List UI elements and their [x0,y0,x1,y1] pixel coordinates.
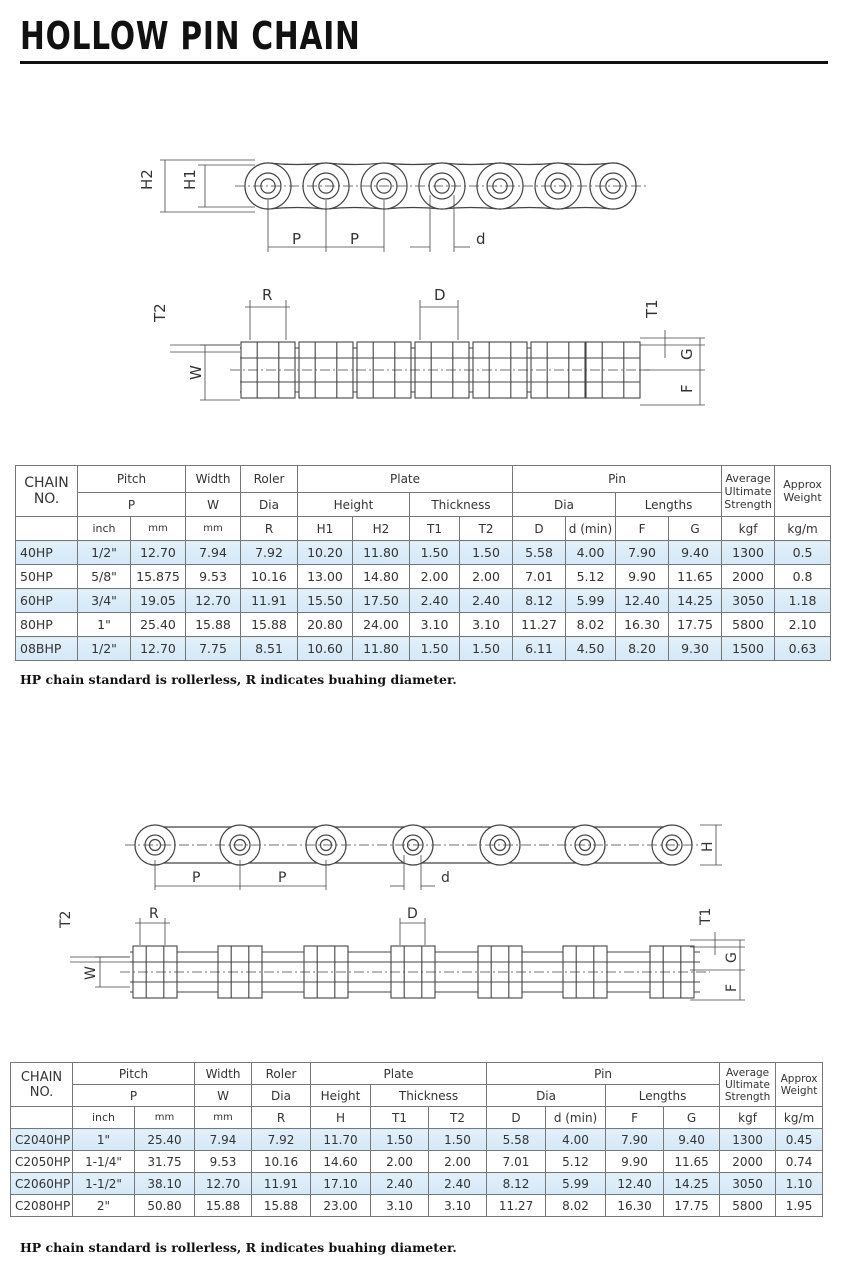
table-cell: 9.40 [664,1129,720,1151]
label-t2: T2 [151,303,169,322]
header-mm: mm [131,517,186,541]
table-cell: 3.10 [429,1195,487,1217]
header-w: W [195,1085,252,1107]
page-title: HOLLOW PIN CHAIN [20,14,361,58]
header-w: W [186,493,241,517]
header-w-mm: mm [186,517,241,541]
table-cell: 19.05 [131,589,186,613]
table-cell: 14.80 [353,565,410,589]
header-D: D [513,517,566,541]
header-plate: Plate [298,466,513,493]
header-lengths: Lengths [606,1085,720,1107]
table-cell: 10.16 [252,1151,311,1173]
diagram2-top-view [0,805,850,895]
table-cell: 16.30 [616,613,669,637]
header-lengths: Lengths [616,493,722,517]
table-cell: 2" [73,1195,135,1217]
table-cell: 1-1/4" [73,1151,135,1173]
header-p: P [73,1085,195,1107]
header-f: F [606,1107,664,1129]
table-cell: 5/8" [78,565,131,589]
table-cell: 11.91 [252,1173,311,1195]
table-cell: 9.30 [669,637,722,661]
table-cell: 7.94 [195,1129,252,1151]
table-cell: 14.60 [311,1151,371,1173]
table-cell: 17.75 [664,1195,720,1217]
table-cell: 2.40 [460,589,513,613]
header-r: R [241,517,298,541]
header-d-min: d (min) [566,517,616,541]
table-cell: 16.30 [606,1195,664,1217]
header-blank [16,517,78,541]
table-cell: 24.00 [353,613,410,637]
table-cell: 5.12 [566,565,616,589]
table-cell: 10.20 [298,541,353,565]
table-cell: 1.95 [776,1195,823,1217]
label-p: P [278,870,287,886]
table-cell: 1-1/2" [73,1173,135,1195]
table-cell: 0.5 [775,541,831,565]
header-kgm: kg/m [776,1107,823,1129]
header-h1: H1 [298,517,353,541]
table-cell: 3050 [720,1173,776,1195]
table-cell: 3/4" [78,589,131,613]
table-cell: 1.18 [775,589,831,613]
table-cell: 7.92 [252,1129,311,1151]
table-cell: 7.90 [616,541,669,565]
header-h: H [311,1107,371,1129]
header-blank [11,1107,73,1129]
table-cell: 7.01 [513,565,566,589]
chain-no-cell: C2050HP [11,1151,73,1173]
table-cell: 0.74 [776,1151,823,1173]
header-t1: T1 [371,1107,429,1129]
table-cell: 2.40 [410,589,460,613]
table-row [16,589,831,613]
header-kgm: kg/m [775,517,831,541]
table-cell: 11.65 [664,1151,720,1173]
table-cell: 5.12 [546,1151,606,1173]
table-cell: 1.50 [460,637,513,661]
table-cell: 1.50 [429,1129,487,1151]
header-D: D [487,1107,546,1129]
header-pin: Pin [513,466,722,493]
header-pitch: Pitch [78,466,186,493]
chain-no-cell: 50HP [16,565,78,589]
header-p: P [78,493,186,517]
table-cell: 11.91 [241,589,298,613]
table-cell: 4.00 [566,541,616,565]
table-cell: 8.20 [616,637,669,661]
label-p: P [292,230,302,248]
label-t2: T2 [58,910,74,928]
header-kgf: kgf [720,1107,776,1129]
label-w: W [187,365,205,380]
diagram1-side-view [0,280,850,415]
chain-no-cell: C2060HP [11,1173,73,1195]
table-cell: 15.88 [186,613,241,637]
table-cell: 1.50 [410,541,460,565]
label-r: R [262,286,273,304]
double-pitch-hollow-pin-chain-spec-table [10,1062,823,1217]
table-cell: 9.40 [669,541,722,565]
label-d: d [476,230,486,248]
header-f: F [616,517,669,541]
table-cell: 12.70 [131,541,186,565]
table-cell: 0.8 [775,565,831,589]
table-cell: 31.75 [135,1151,195,1173]
table-row [16,541,831,565]
table-cell: 38.10 [135,1173,195,1195]
table-cell: 11.70 [311,1129,371,1151]
hollow-pin-chain-spec-table [15,465,831,661]
table-cell: 7.01 [487,1151,546,1173]
table-cell: 4.00 [546,1129,606,1151]
table-cell: 11.27 [513,613,566,637]
header-height: Height [311,1085,371,1107]
table-cell: 17.10 [311,1173,371,1195]
table-cell: 6.11 [513,637,566,661]
table-cell: 2.40 [371,1173,429,1195]
label-t1: T1 [643,299,661,318]
header-strength: Average Ultimate Strength [720,1063,776,1107]
table-cell: 7.90 [606,1129,664,1151]
header-weight: Approx Weight [776,1063,823,1107]
table-cell: 2000 [722,565,775,589]
table-cell: 10.60 [298,637,353,661]
table-cell: 8.12 [487,1173,546,1195]
header-mm: mm [135,1107,195,1129]
table-cell: 15.88 [241,613,298,637]
table-cell: 5800 [722,613,775,637]
table-cell: 15.50 [298,589,353,613]
chain-no-cell: 80HP [16,613,78,637]
table-row [16,565,831,589]
table-row [11,1151,823,1173]
label-w: W [83,966,99,980]
header-roller: Roler [252,1063,311,1085]
table-cell: 1.50 [371,1129,429,1151]
header-g: G [664,1107,720,1129]
table-cell: 0.63 [775,637,831,661]
header-w-mm: mm [195,1107,252,1129]
header-pin-dia: Dia [487,1085,606,1107]
table-cell: 12.70 [131,637,186,661]
label-h2: H2 [138,169,156,190]
table-cell: 15.88 [252,1195,311,1217]
header-r: R [252,1107,311,1129]
label-p: P [192,870,201,886]
header-width: Width [195,1063,252,1085]
label-f: F [724,983,740,992]
header-thickness: Thickness [371,1085,487,1107]
label-r: R [149,906,159,922]
header-dia: Dia [252,1085,311,1107]
table-cell: 11.27 [487,1195,546,1217]
header-inch: inch [78,517,131,541]
table-cell: 4.50 [566,637,616,661]
table-cell: 14.25 [669,589,722,613]
title-rule [20,61,828,64]
table-cell: 25.40 [135,1129,195,1151]
header-inch: inch [73,1107,135,1129]
table-cell: 5.99 [546,1173,606,1195]
label-p: P [350,230,360,248]
table-cell: 2000 [720,1151,776,1173]
label-d: d [441,870,450,886]
table-cell: 9.53 [186,565,241,589]
table1-note: HP chain standard is rollerless, R indicates buahing diameter. [20,672,457,687]
table-cell: 1500 [722,637,775,661]
table-cell: 3.10 [410,613,460,637]
table-row [11,1195,823,1217]
table-cell: 11.65 [669,565,722,589]
table-cell: 7.92 [241,541,298,565]
table-cell: 2.40 [429,1173,487,1195]
header-weight: Approx Weight [775,466,831,517]
table-cell: 8.02 [546,1195,606,1217]
label-D: D [407,906,418,922]
table-cell: 8.02 [566,613,616,637]
table-cell: 14.25 [664,1173,720,1195]
table-cell: 13.00 [298,565,353,589]
table-cell: 5.99 [566,589,616,613]
table-cell: 12.40 [606,1173,664,1195]
table-cell: 8.12 [513,589,566,613]
table-cell: 3.10 [460,613,513,637]
table-cell: 3.10 [371,1195,429,1217]
header-plate: Plate [311,1063,487,1085]
chain-no-cell: 60HP [16,589,78,613]
chain-no-cell: 40HP [16,541,78,565]
header-strength: Average Ultimate Strength [722,466,775,517]
table-cell: 12.70 [186,589,241,613]
table-cell: 10.16 [241,565,298,589]
header-dia: Dia [241,493,298,517]
table-cell: 1300 [722,541,775,565]
chain-no-cell: C2040HP [11,1129,73,1151]
table-cell: 1300 [720,1129,776,1151]
chain-no-cell: 08BHP [16,637,78,661]
label-h: H [700,841,716,852]
table-cell: 1.10 [776,1173,823,1195]
header-t2: T2 [460,517,513,541]
table-cell: 2.10 [775,613,831,637]
table-cell: 7.94 [186,541,241,565]
table-cell: 9.53 [195,1151,252,1173]
table-cell: 50.80 [135,1195,195,1217]
table-cell: 12.70 [195,1173,252,1195]
table-cell: 15.88 [195,1195,252,1217]
table-cell: 2.00 [410,565,460,589]
table-cell: 17.50 [353,589,410,613]
table-cell: 20.80 [298,613,353,637]
table-row [11,1173,823,1195]
header-t1: T1 [410,517,460,541]
header-h2: H2 [353,517,410,541]
diagram1-top-view [0,140,850,265]
table-cell: 7.75 [186,637,241,661]
chain-no-cell: C2080HP [11,1195,73,1217]
label-f: F [678,384,696,393]
label-t1: T1 [698,907,714,925]
table-cell: 25.40 [131,613,186,637]
table-cell: 1/2" [78,637,131,661]
table2-note: HP chain standard is rollerless, R indicates buahing diameter. [20,1240,457,1255]
header-chain-no: CHAIN NO. [11,1063,73,1107]
diagram2-side-view [0,900,850,1010]
label-g: G [724,952,740,963]
table-cell: 1/2" [78,541,131,565]
table-row [11,1129,823,1151]
header-t2: T2 [429,1107,487,1129]
header-chain-no: CHAIN NO. [16,466,78,517]
header-pin-dia: Dia [513,493,616,517]
table-cell: 15.875 [131,565,186,589]
table-cell: 17.75 [669,613,722,637]
table-cell: 2.00 [460,565,513,589]
header-pitch: Pitch [73,1063,195,1085]
table-cell: 11.80 [353,637,410,661]
table-cell: 12.40 [616,589,669,613]
table-cell: 3050 [722,589,775,613]
table-cell: 1" [73,1129,135,1151]
table-cell: 5.58 [513,541,566,565]
table-cell: 1" [78,613,131,637]
label-h1: H1 [181,169,199,190]
table-cell: 0.45 [776,1129,823,1151]
table-row [16,613,831,637]
header-g: G [669,517,722,541]
label-D: D [434,286,446,304]
header-roller: Roler [241,466,298,493]
header-pin: Pin [487,1063,720,1085]
header-d-min: d (min) [546,1107,606,1129]
label-g: G [678,348,696,360]
table-cell: 9.90 [616,565,669,589]
table-cell: 1.50 [410,637,460,661]
header-thickness: Thickness [410,493,513,517]
table-cell: 5.58 [487,1129,546,1151]
header-kgf: kgf [722,517,775,541]
header-width: Width [186,466,241,493]
table-cell: 5800 [720,1195,776,1217]
table-cell: 11.80 [353,541,410,565]
table-cell: 2.00 [371,1151,429,1173]
table-row [16,637,831,661]
table-cell: 8.51 [241,637,298,661]
table-cell: 9.90 [606,1151,664,1173]
table-cell: 2.00 [429,1151,487,1173]
table-cell: 23.00 [311,1195,371,1217]
header-height: Height [298,493,410,517]
table-cell: 1.50 [460,541,513,565]
